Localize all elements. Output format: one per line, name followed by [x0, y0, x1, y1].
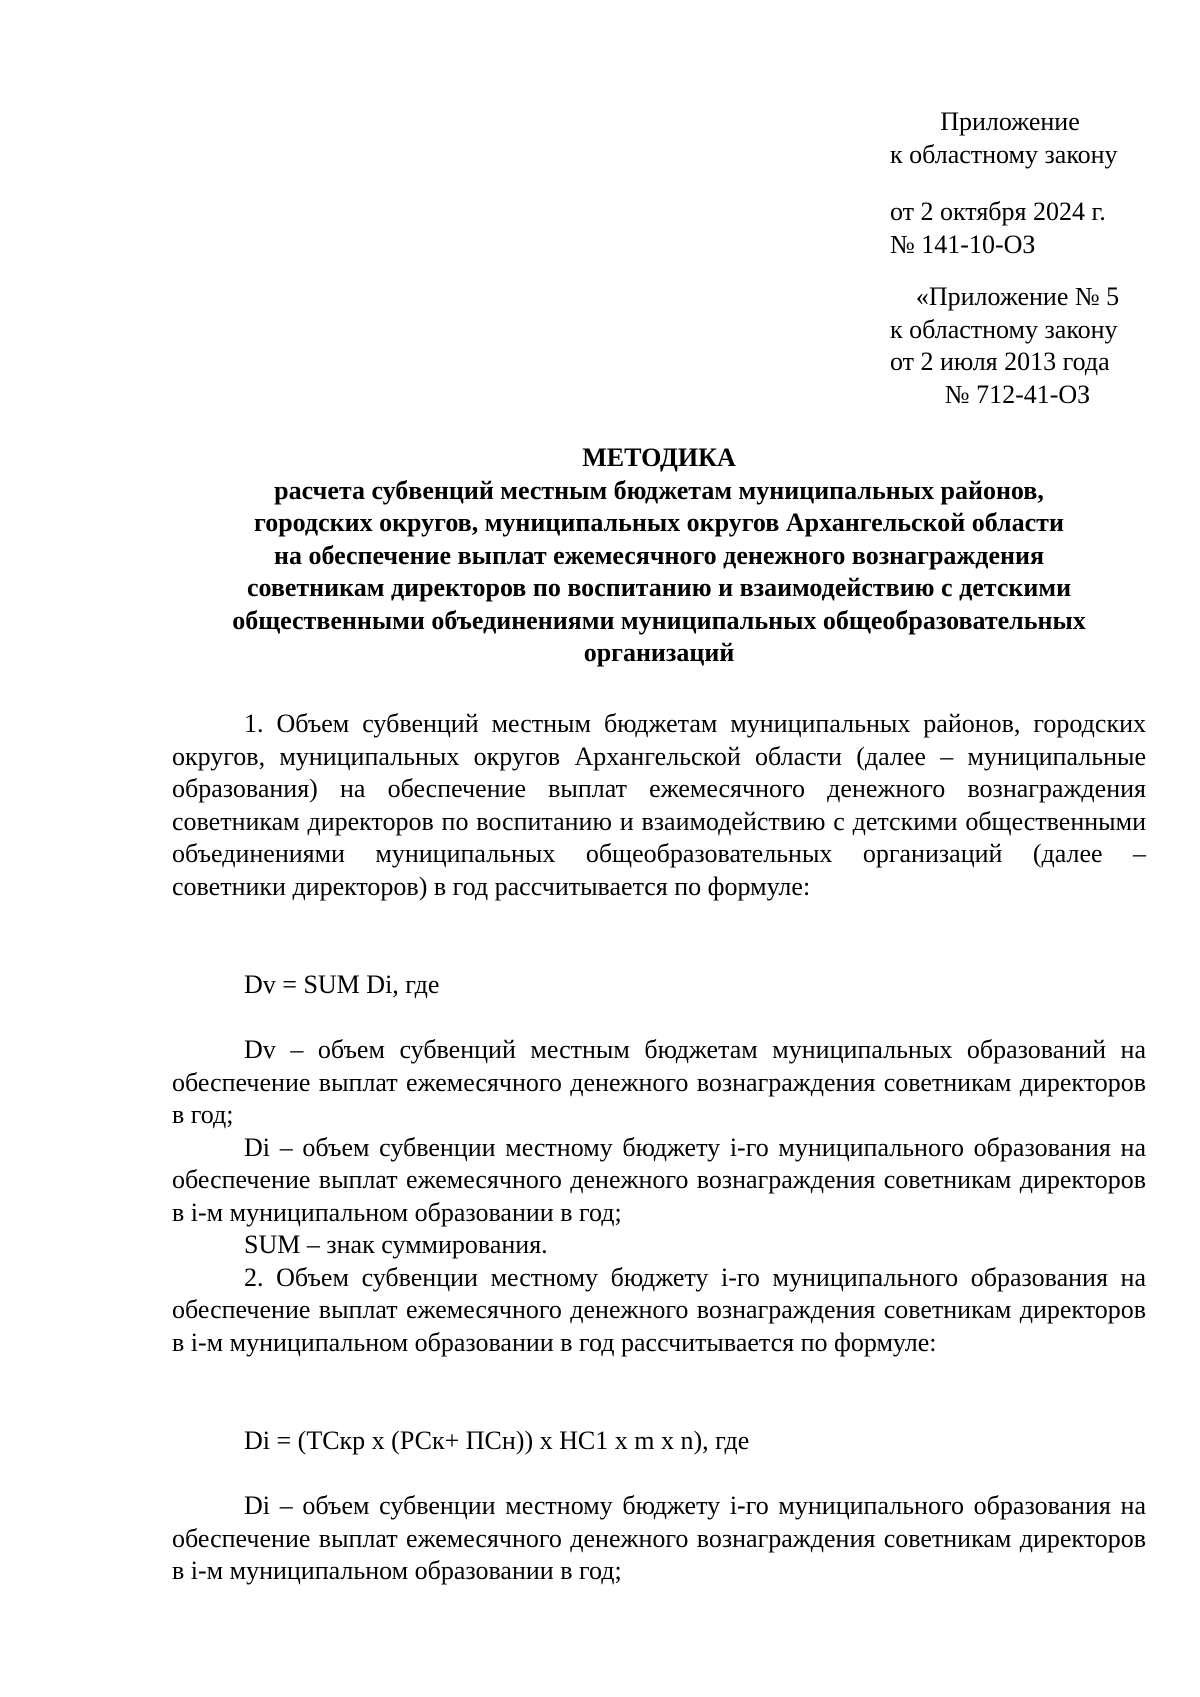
- definition-dv: Dv – объем субвенций местным бюджетам муниципальных образований на обеспечение выплат ежемесячного денежного вознаграждения советникам директоров в год;: [172, 1035, 1146, 1129]
- paragraph-1: [172, 708, 1146, 903]
- title-line: на обеспечение выплат ежемесячного денежного вознаграждения: [273, 540, 1045, 570]
- old-appendix-date: от 2 июля 2013 года: [890, 347, 1110, 376]
- paragraph-text: 1. Объем субвенций местным бюджетам муниципальных районов, городских округов, муниципальных округов Архангельской области (далее – муниципальные образования) на обеспечение выплат ежемесячного денежного вознаграждения советникам директоров по воспитанию и взаимодействию с детскими общественными объединениями муниципальных общеобразовательных организаций (далее – советники директоров) в год рассчитывается по формуле:: [172, 709, 1146, 901]
- title-line: советникам директоров по воспитанию и взаимодействию с детскими: [246, 573, 1072, 602]
- formula-1: [172, 969, 1146, 1002]
- definition-di: Di – объем субвенции местному бюджету i-го муниципального образования на обеспечение выплат ежемесячного денежного вознаграждения советникам директоров в i-м муниципальном образовании в год;: [172, 1132, 1146, 1227]
- appendix-date: от 2 октября 2024 г.: [890, 197, 1106, 226]
- formula-text: Dv = SUM Di, где: [244, 970, 440, 999]
- document-title: [172, 442, 1146, 670]
- formula-2: [172, 1425, 1146, 1458]
- definitions-2: [172, 1490, 1146, 1588]
- appendix-block: [890, 106, 1190, 171]
- old-appendix-title: «Приложение № 5: [915, 282, 1120, 311]
- formula-text: Di = (ТСкр х (РСк+ ПСн)) х НС1 х m х n), где: [244, 1426, 750, 1455]
- appendix-law-ref: к областному закону: [890, 139, 1118, 169]
- title-heading: МЕТОДИКА: [582, 443, 736, 472]
- title-line: организаций: [583, 638, 735, 667]
- title-line: городских округов, муниципальных округов Архангельской области: [254, 508, 1064, 537]
- title-line: общественными объединениями муниципальных общеобразовательных: [232, 605, 1086, 635]
- definitions-1: [172, 1034, 1146, 1359]
- definition-di-2: Di – объем субвенции местному бюджету i-го муниципального образования на обеспечение выплат ежемесячного денежного вознаграждения советникам директоров в i-м муниципальном образовании в год;: [172, 1491, 1146, 1585]
- title-line: расчета субвенций местным бюджетам муниципальных районов,: [274, 475, 1044, 505]
- appendix-date-block: [890, 196, 1190, 261]
- definition-sum: SUM – знак суммирования.: [244, 1230, 548, 1259]
- old-appendix-law-ref: к областному закону: [890, 314, 1118, 344]
- old-appendix-block: [890, 281, 1190, 411]
- paragraph-2: 2. Объем субвенции местному бюджету i-го муниципального образования на обеспечение выплат ежемесячного денежного вознаграждения советникам директоров в i-м муниципальном образовании в год рассчитывается по формуле:: [172, 1262, 1146, 1357]
- appendix-number: № 141-10-ОЗ: [890, 229, 1036, 259]
- appendix-title: Приложение: [940, 107, 1080, 136]
- old-appendix-number: № 712-41-ОЗ: [944, 379, 1091, 409]
